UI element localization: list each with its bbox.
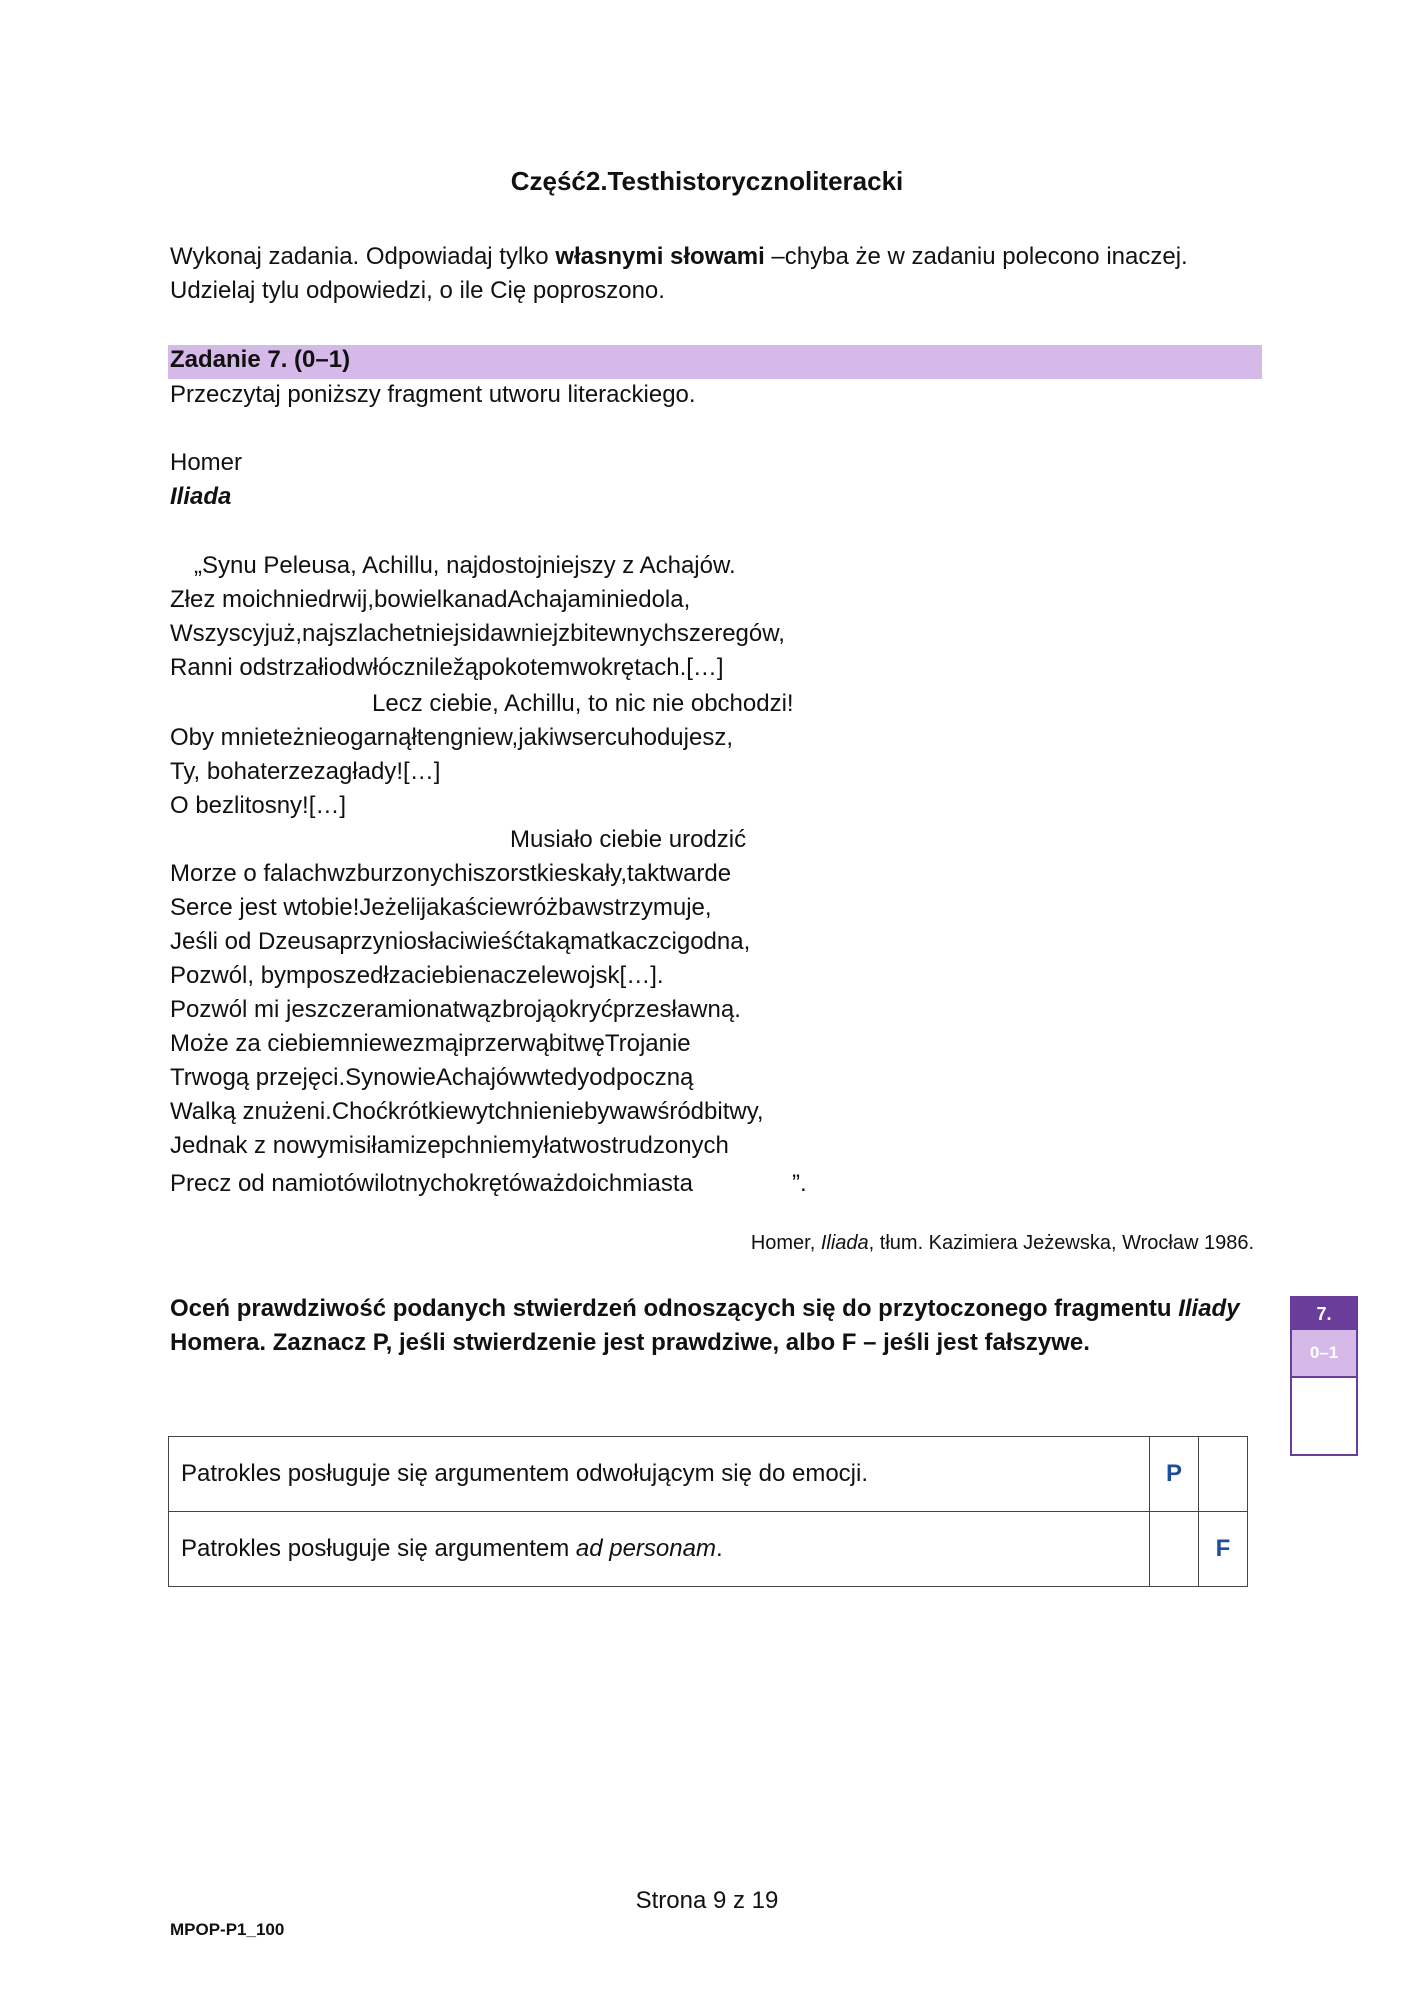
score-box [1290,1296,1358,1456]
poem-author: Homer [170,449,243,476]
read-instruction: Przeczytaj poniższy fragment utworu literackiego. [170,381,696,408]
question-work-title: Iliady [1178,1295,1240,1322]
table-row [169,1512,1248,1587]
answer-cell-p[interactable]: P [1150,1437,1199,1512]
true-false-table [168,1436,1248,1587]
poem-line: Serce jest wtobie!Jeżelijakaściewróżbawstrzymuje, [170,894,712,921]
score-range: 0–1 [1292,1330,1356,1378]
poem-line: O bezlitosny![…] [170,792,347,819]
poem-title: Iliada [170,483,232,510]
poem-line: Pozwól mi jeszczeramionatwązbrojąokryćprzesławną. [170,996,741,1023]
poem-line: Ranni odstrzałiodwłóczniležąpokotemwokrętach.[…] [170,654,724,681]
part-title: Część2.Testhistorycznoliteracki [510,166,904,196]
poem-line: Musiało ciebie urodzić [510,826,747,853]
poem-closing-quote: ”. [792,1170,807,1197]
source-author: Homer, [750,1232,821,1254]
poem-line: Lecz ciebie, Achillu, to nic nie obchodzi! [372,690,794,717]
instructions-emphasis: własnymi słowami [555,243,765,270]
poem-line: Morze o falachwzburzonychiszorstkieskały,taktwarde [170,860,732,887]
poem-line: Może za ciebiemniewezmąiprzerwąbitwęTrojanie [170,1030,691,1057]
question-text-end: Homera. Zaznacz P, jeśli stwierdzenie jest prawdziwe, albo F – jeśli jest fałszywe. [170,1329,1090,1356]
poem-line: Ty, bohaterzezagłady![…] [170,758,441,785]
answer-cell-f[interactable]: F [1199,1512,1248,1587]
instructions [170,240,1250,308]
task-question [170,1292,1250,1360]
poem-line: Precz od namiotówilotnychokrętóważdoichmiasta [170,1170,693,1197]
poem-line: Wszyscyjuż,najszlachetniejsidawniejzbitewnychszeregów, [170,620,785,647]
task-label: Zadanie 7. (0–1) [170,346,351,373]
answer-cell-p[interactable] [1150,1512,1199,1587]
poem-line: Jeśli od Dzeusaprzyniosłaciwieśćtakąmatkaczcigodna, [170,928,751,955]
answer-cell-f[interactable] [1199,1437,1248,1512]
poem-line: Walką znużeni.Choćkrótkiewytchnieniebywawśródbitwy, [170,1098,764,1125]
statement-text: Patrokles posługuje się argumentem ad personam. [169,1512,1150,1587]
page-number: Strona 9 z 19 [635,1887,779,1914]
question-text: Oceń prawdziwość podanych stwierdzeń odnoszących się do przytoczonego fragmentu [170,1295,1179,1322]
source-citation [751,1232,1254,1255]
poem-line: Pozwól, bymposzedłzaciebienaczelewojsk[…]. [170,962,664,989]
poem-line: Oby mnieteżnieogarnąłtengniew,jakiwsercuhodujesz, [170,724,733,751]
instructions-text-end: –chyba że w zadaniu polecono inaczej. Udzielaj tylu odpowiedzi, o ile Cię poproszono. [170,243,1188,304]
poem-line: Złez moichniedrwij,bowielkanadAchajaminiedola, [170,586,691,613]
score-task-number: 7. [1292,1298,1356,1330]
score-entry-field[interactable] [1292,1378,1356,1456]
table-row [169,1437,1248,1512]
statement-text: Patrokles posługuje się argumentem odwołującym się do emocji. [169,1437,1150,1512]
instructions-text: Wykonaj zadania. Odpowiadaj tylko [170,243,556,270]
exam-code: MPOP-P1_100 [170,1920,285,1939]
source-details: , tłum. Kazimiera Jeżewska, Wrocław 1986. [868,1232,1254,1254]
poem-line: „Synu Peleusa, Achillu, najdostojniejszy z Achajów. [194,552,736,579]
poem-line: Jednak z nowymisiłamizepchniemyłatwostrudzonych [170,1132,729,1159]
poem-line: Trwogą przejęci.SynowieAchajówwtedyodpoczną [170,1064,694,1091]
source-title: Iliada [820,1232,869,1254]
